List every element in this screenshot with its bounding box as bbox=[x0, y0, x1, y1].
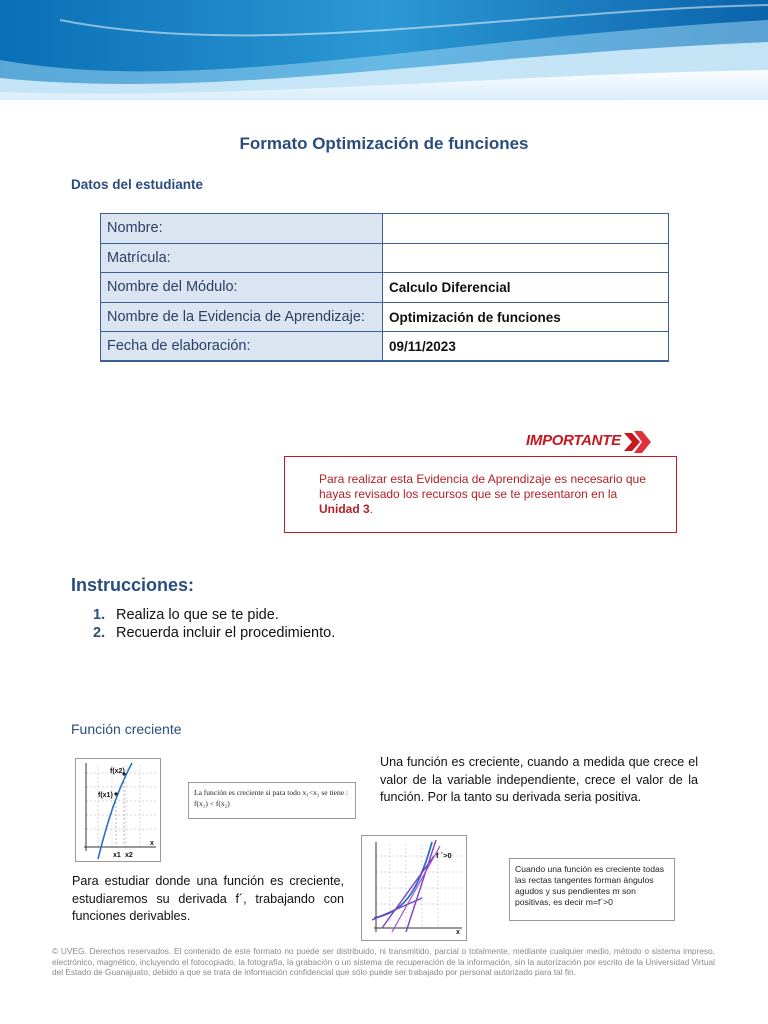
header-banner bbox=[0, 0, 768, 100]
x-axis-label: x bbox=[150, 840, 154, 847]
double-arrow-icon bbox=[622, 429, 652, 455]
definition-line-2: f(x₁) < f(x₂) bbox=[194, 799, 230, 808]
derivative-study-paragraph: Para estudiar donde una función es creciente, estudiaremos su derivada f´, trabajando con funciones derivables. bbox=[72, 874, 344, 923]
table-row bbox=[101, 214, 669, 244]
evidencia-field[interactable]: Optimización de funciones bbox=[383, 302, 669, 332]
fecha-field[interactable]: 09/11/2023 bbox=[383, 332, 669, 362]
row-label-modulo: Nombre del Módulo: bbox=[101, 273, 383, 303]
list-item: 1. Realiza lo que se te pide. bbox=[93, 607, 279, 623]
function-section-heading: Función creciente bbox=[71, 721, 182, 737]
f-x2-label: f(x2) bbox=[110, 768, 125, 775]
tangent-lines-graph bbox=[361, 835, 467, 941]
tangent-explanation-box: Cuando una función es creciente todas las rectas tangentes forman ángulos agudos y sus pendientes m son positivas, es decir m=f´>0 bbox=[509, 858, 675, 921]
table-row bbox=[101, 273, 669, 303]
table-row bbox=[101, 332, 669, 362]
f-x1-label: f(x1) bbox=[98, 792, 113, 799]
definition-line-1: La función es creciente si para todo x₁<x₂ se tiene : bbox=[194, 788, 348, 797]
definition-box bbox=[188, 782, 356, 819]
table-row bbox=[101, 243, 669, 273]
increasing-definition-paragraph: Una función es creciente, cuando a medida que crece el valor de la variable independiente, crece el valor de la función. Por la tanto su derivada seria positiva. bbox=[380, 755, 698, 804]
student-info-table bbox=[100, 213, 669, 362]
row-label-nombre: Nombre: bbox=[101, 214, 383, 244]
page-title: Formato Optimización de funciones bbox=[239, 134, 529, 153]
modulo-field[interactable]: Calculo Diferencial bbox=[383, 273, 669, 303]
student-data-heading: Datos del estudiante bbox=[71, 177, 204, 192]
matricula-field[interactable] bbox=[383, 243, 669, 273]
x-axis-label: x bbox=[456, 929, 460, 936]
row-label-fecha: Fecha de elaboración: bbox=[101, 332, 383, 362]
x2-label: x2 bbox=[125, 852, 133, 859]
f-prime-label: f ´>0 bbox=[436, 851, 452, 860]
important-text: Para realizar esta Evidencia de Aprendizaje es necesario que hayas revisado los recursos que se te presentaron en la Unidad 3. bbox=[319, 472, 646, 516]
nombre-field[interactable] bbox=[383, 214, 669, 244]
important-label: IMPORTANTE bbox=[526, 432, 621, 449]
instructions-heading: Instrucciones: bbox=[71, 575, 195, 595]
x1-label: x1 bbox=[113, 852, 121, 859]
list-item: 2. Recuerda incluir el procedimiento. bbox=[93, 625, 336, 641]
instructions-list bbox=[93, 606, 335, 642]
unit-reference: Unidad 3 bbox=[319, 502, 370, 516]
copyright-footer: © UVEG. Derechos reservados. El contenido de este formato no puede ser distribuido, ni transmitido, parcial o totalmente, mediante cualquier medio, método o sistema impreso, electrónico, magnético, incluyendo el fotocopiado, la fotografía, la grabación o un sistema de recuperación de la información, sin la autorización por escrito de la Universidad Virtual del Estado de Guanajuato, debido a que se trata de información confidencial que sólo puede ser trabajado por personal autorizado para tal fin. bbox=[52, 946, 715, 978]
row-label-matricula: Matrícula: bbox=[101, 243, 383, 273]
increasing-function-graph bbox=[75, 758, 161, 862]
row-label-evidencia: Nombre de la Evidencia de Aprendizaje: bbox=[101, 302, 383, 332]
table-row bbox=[101, 302, 669, 332]
